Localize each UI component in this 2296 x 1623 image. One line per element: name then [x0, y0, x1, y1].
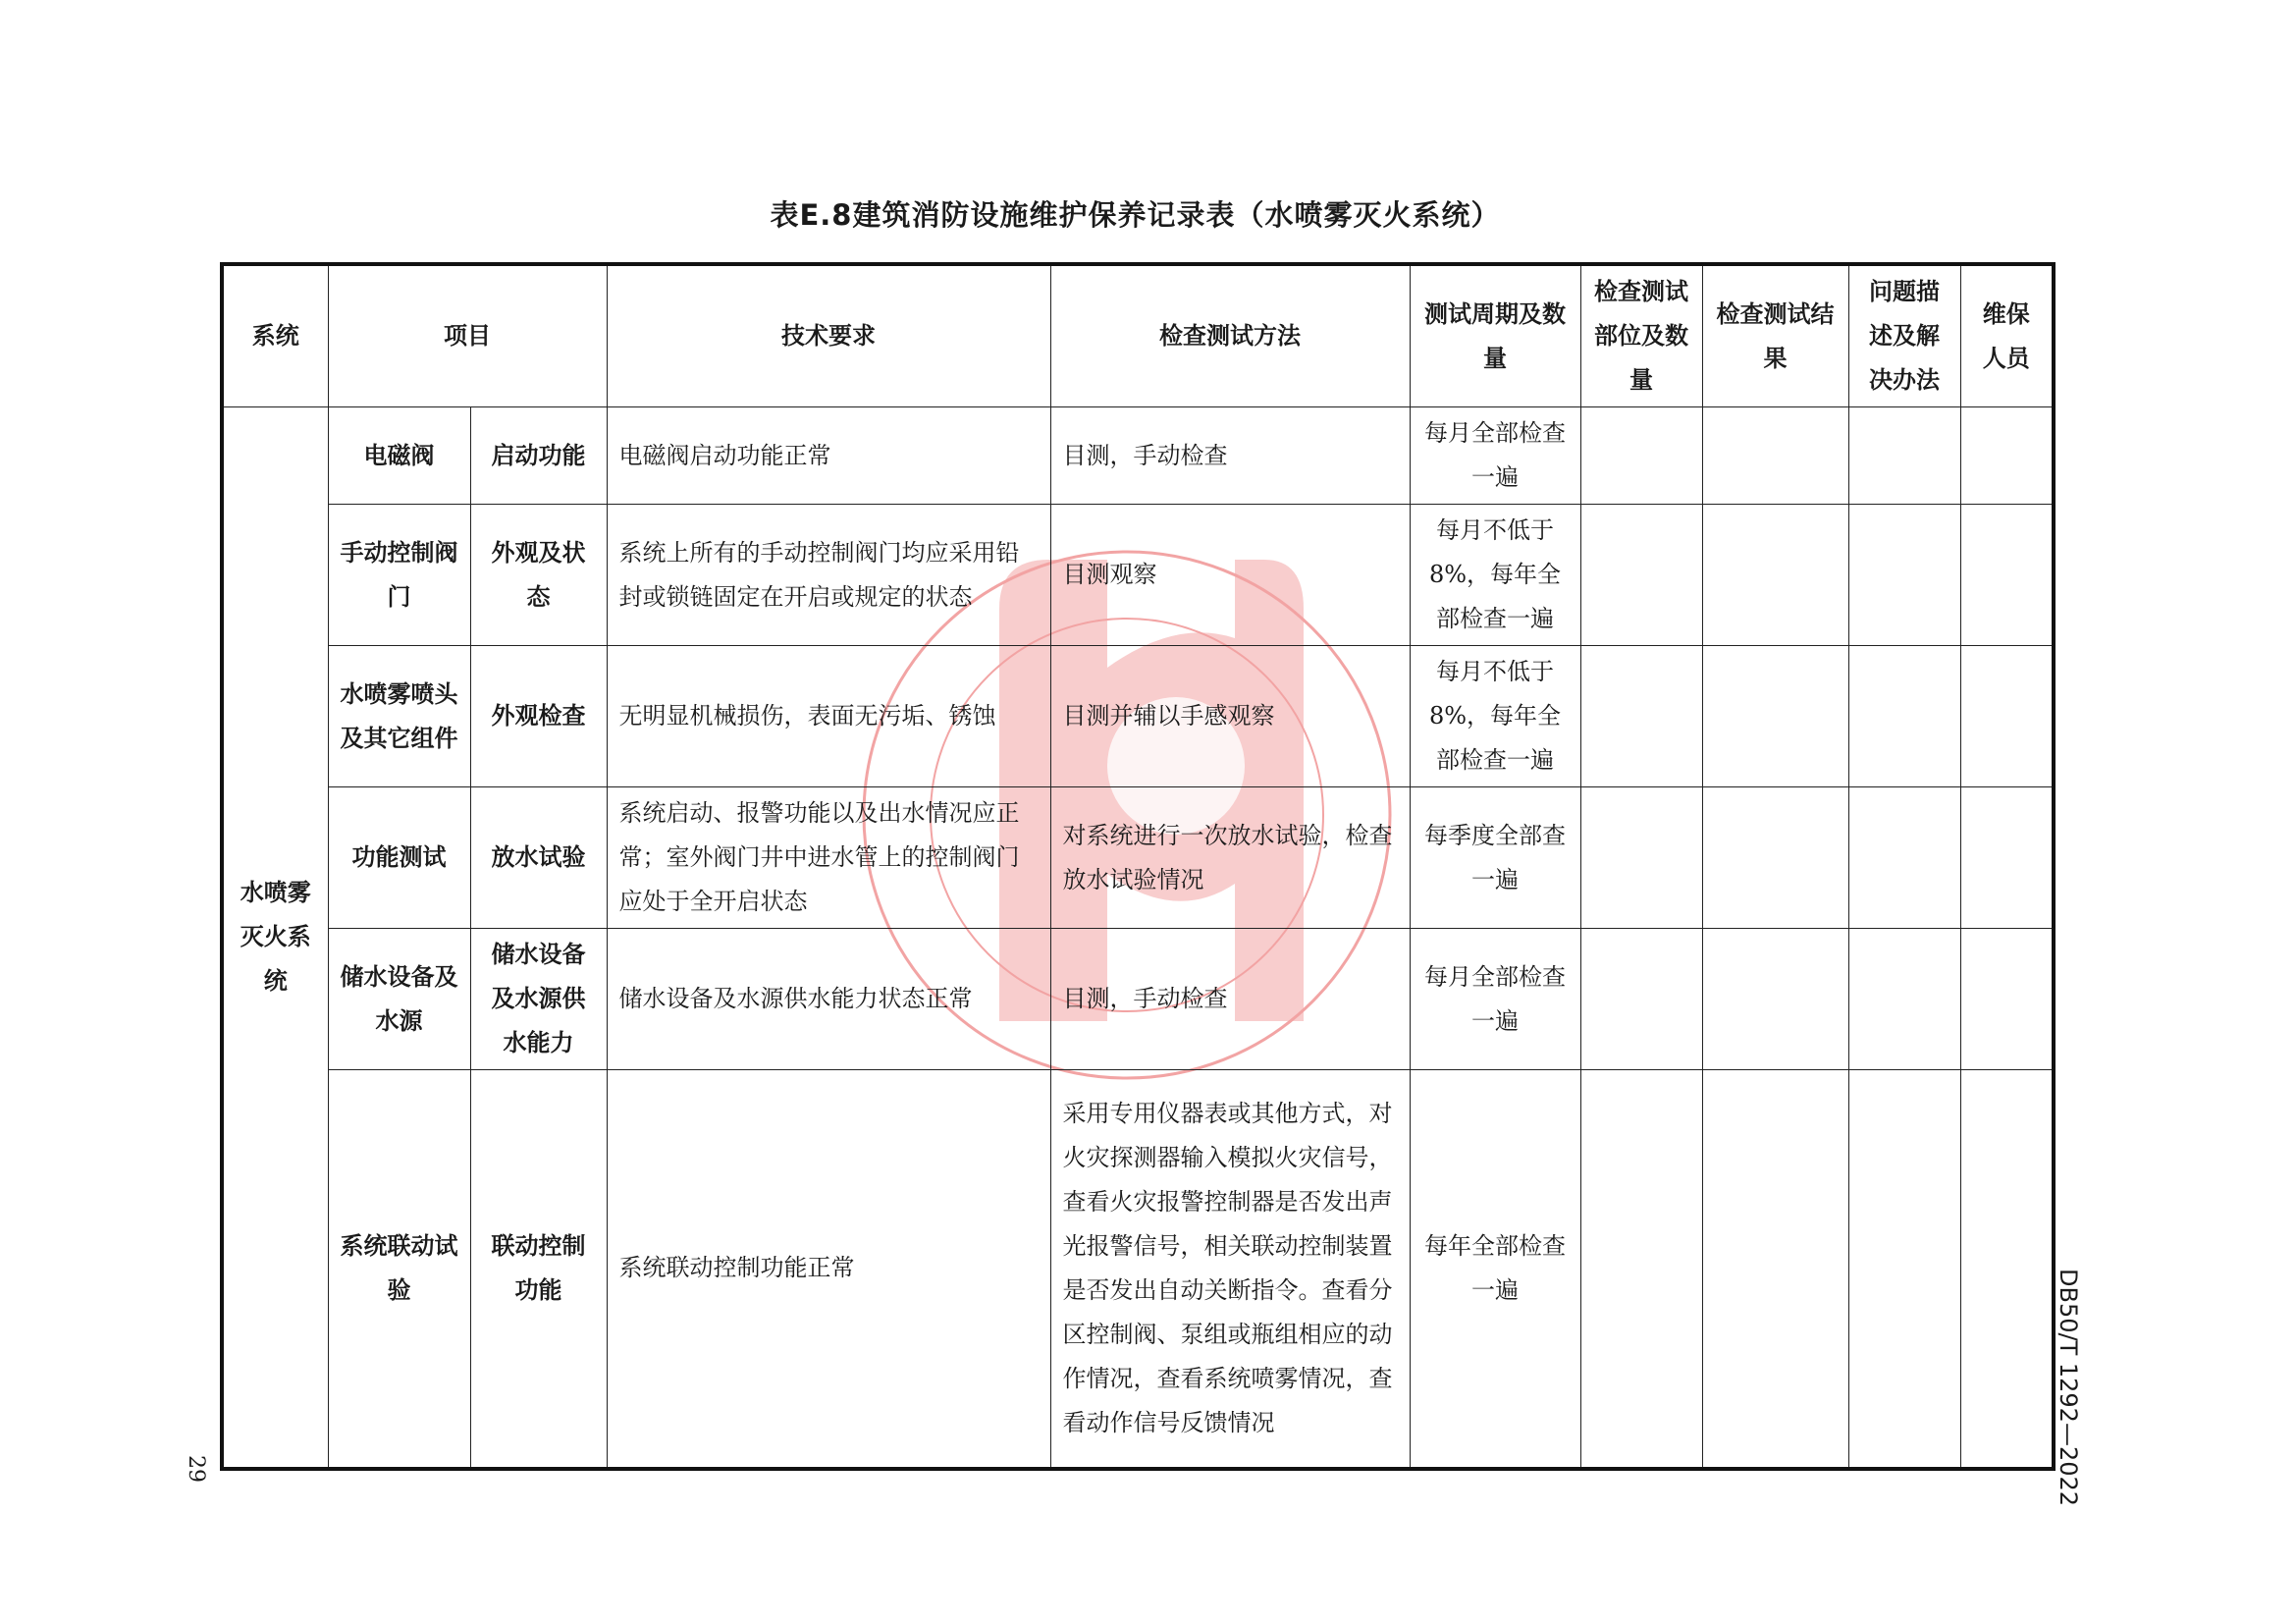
staff-input-cell[interactable] [1960, 929, 2054, 1070]
problem-input-cell[interactable] [1848, 646, 1960, 787]
header-row [222, 264, 2054, 407]
header-method: 检查测试方法 [1050, 264, 1410, 407]
header-location: 检查测试部位及数量 [1580, 264, 1702, 407]
method-cell: 目测观察 [1050, 505, 1410, 646]
staff-input-cell[interactable] [1960, 1070, 2054, 1469]
location-input-cell[interactable] [1580, 505, 1702, 646]
location-input-cell[interactable] [1580, 646, 1702, 787]
header-result: 检查测试结果 [1702, 264, 1848, 407]
table-row [222, 929, 2054, 1070]
item-cell: 手动控制阀门 [328, 505, 470, 646]
tech-req-cell: 电磁阀启动功能正常 [607, 407, 1050, 505]
location-input-cell[interactable] [1580, 929, 1702, 1070]
location-input-cell[interactable] [1580, 1070, 1702, 1469]
item-cell: 电磁阀 [328, 407, 470, 505]
tech-req-cell: 系统启动、报警功能以及出水情况应正常；室外阀门井中进水管上的控制阀门应处于全开启状态 [607, 787, 1050, 929]
tech-req-cell: 系统上所有的手动控制阀门均应采用铅封或锁链固定在开启或规定的状态 [607, 505, 1050, 646]
tech-req-cell: 系统联动控制功能正常 [607, 1070, 1050, 1469]
result-input-cell[interactable] [1702, 505, 1848, 646]
method-cell: 目测，手动检查 [1050, 929, 1410, 1070]
item-cell: 系统联动试验 [328, 1070, 470, 1469]
problem-input-cell[interactable] [1848, 929, 1960, 1070]
method-cell: 目测，手动检查 [1050, 407, 1410, 505]
problem-input-cell[interactable] [1848, 407, 1960, 505]
header-item: 项目 [328, 264, 607, 407]
system-name-cell: 水喷雾灭火系统 [222, 407, 328, 1469]
staff-input-cell[interactable] [1960, 407, 2054, 505]
tech-req-cell: 无明显机械损伤，表面无污垢、锈蚀 [607, 646, 1050, 787]
item-cell: 水喷雾喷头及其它组件 [328, 646, 470, 787]
result-input-cell[interactable] [1702, 787, 1848, 929]
cycle-cell: 每年全部检查一遍 [1410, 1070, 1580, 1469]
sub-item-cell: 放水试验 [470, 787, 607, 929]
sub-item-cell: 启动功能 [470, 407, 607, 505]
header-tech-req: 技术要求 [607, 264, 1050, 407]
header-staff: 维保人员 [1960, 264, 2054, 407]
table-row [222, 646, 2054, 787]
location-input-cell[interactable] [1580, 407, 1702, 505]
tech-req-cell: 储水设备及水源供水能力状态正常 [607, 929, 1050, 1070]
result-input-cell[interactable] [1702, 929, 1848, 1070]
header-problem: 问题描述及解决办法 [1848, 264, 1960, 407]
method-cell: 采用专用仪器表或其他方式，对火灾探测器输入模拟火灾信号，查看火灾报警控制器是否发出声光报警信号，相关联动控制装置是否发出自动关断指令。查看分区控制阀、泵组或瓶组相应的动作情况，查看系统喷雾情况，查看动作信号反馈情况 [1050, 1070, 1410, 1469]
result-input-cell[interactable] [1702, 646, 1848, 787]
method-cell: 目测并辅以手感观察 [1050, 646, 1410, 787]
table-row [222, 1070, 2054, 1469]
cycle-cell: 每月不低于8%，每年全部检查一遍 [1410, 505, 1580, 646]
cycle-cell: 每月全部检查一遍 [1410, 929, 1580, 1070]
cycle-cell: 每月不低于8%，每年全部检查一遍 [1410, 646, 1580, 787]
staff-input-cell[interactable] [1960, 505, 2054, 646]
header-system: 系统 [222, 264, 328, 407]
result-input-cell[interactable] [1702, 1070, 1848, 1469]
staff-input-cell[interactable] [1960, 646, 2054, 787]
maintenance-record-table [220, 262, 2056, 1471]
standard-code: DB50/T 1292—2022 [2055, 1269, 2082, 1507]
item-cell: 储水设备及水源 [328, 929, 470, 1070]
header-cycle: 测试周期及数量 [1410, 264, 1580, 407]
table-row [222, 787, 2054, 929]
problem-input-cell[interactable] [1848, 787, 1960, 929]
sub-item-cell: 储水设备及水源供水能力 [470, 929, 607, 1070]
staff-input-cell[interactable] [1960, 787, 2054, 929]
sub-item-cell: 外观及状态 [470, 505, 607, 646]
item-cell: 功能测试 [328, 787, 470, 929]
sub-item-cell: 联动控制功能 [470, 1070, 607, 1469]
page-number: 29 [184, 1455, 208, 1483]
sub-item-cell: 外观检查 [470, 646, 607, 787]
result-input-cell[interactable] [1702, 407, 1848, 505]
location-input-cell[interactable] [1580, 787, 1702, 929]
problem-input-cell[interactable] [1848, 1070, 1960, 1469]
cycle-cell: 每月全部检查一遍 [1410, 407, 1580, 505]
table-row [222, 407, 2054, 505]
table-row [222, 505, 2054, 646]
problem-input-cell[interactable] [1848, 505, 1960, 646]
cycle-cell: 每季度全部查一遍 [1410, 787, 1580, 929]
method-cell: 对系统进行一次放水试验，检查放水试验情况 [1050, 787, 1410, 929]
table-title: 表E.8建筑消防设施维护保养记录表（水喷雾灭火系统） [770, 198, 1501, 232]
